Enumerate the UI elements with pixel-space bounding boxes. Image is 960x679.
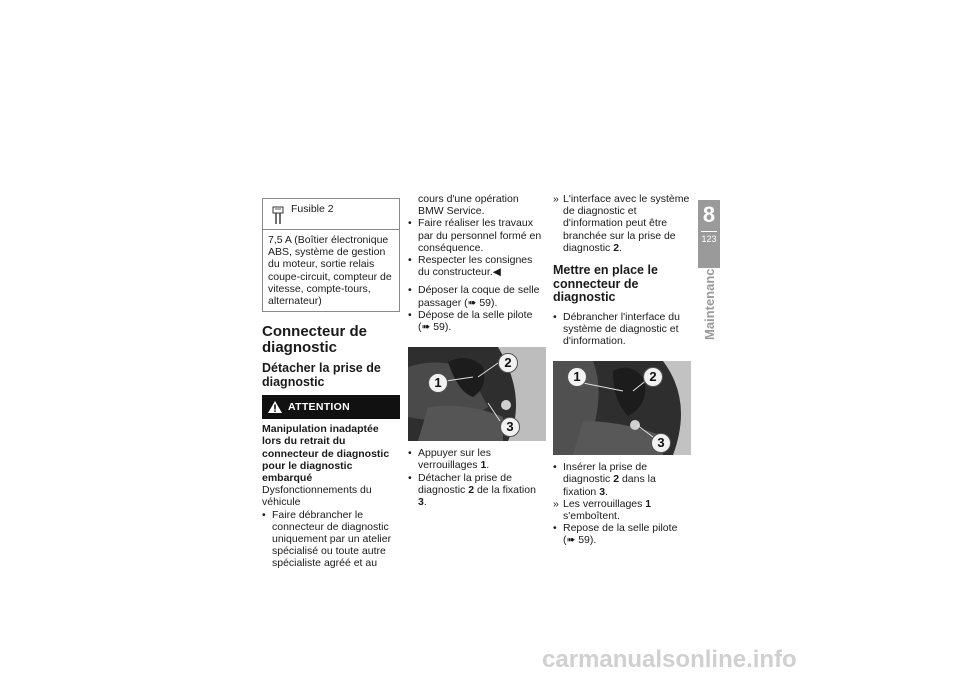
callout-2: 2 <box>643 367 663 387</box>
fuse-table <box>262 198 400 312</box>
detach-steps <box>408 193 546 333</box>
engine-photo-illustration <box>408 347 546 441</box>
column-1 <box>262 198 400 570</box>
attention-banner <box>262 395 400 419</box>
detach-photo <box>408 347 546 441</box>
fuse-icon <box>271 206 285 226</box>
attach-actions <box>553 461 691 546</box>
chapter-divider <box>701 231 717 232</box>
fuse-header <box>263 199 399 230</box>
attention-label: ATTENTION <box>288 401 350 414</box>
warning-item-continued: cours d'une opération BMW Service. <box>418 193 519 218</box>
attach-title: Mettre en place le connecteur de diagnostic <box>553 263 658 305</box>
list-item: • Détacher la prise de diagnostic 2 de la fixation 3. <box>408 472 546 509</box>
attach-photo <box>553 361 691 455</box>
fuse-label: Fusible 2 <box>291 203 334 215</box>
result-item: » L'interface avec le système de diagnostic et d'information peut être branchée sur la prise de diagnostic 2. <box>553 193 691 254</box>
page-number: 123 <box>701 234 717 244</box>
list-item: • Appuyer sur les verrouillages 1. <box>408 447 546 471</box>
detach-title: Détacher la prise de diagnostic <box>262 361 381 389</box>
section-title: Connecteur de diagnostic <box>262 323 368 357</box>
list-item: • Déposer la coque de selle passager (➠ 59). <box>408 284 546 308</box>
callout-1: 1 <box>428 373 448 393</box>
list-item: • Repose de la selle pilote (➠ 59). <box>553 522 691 546</box>
watermark: carmanualsonline.info <box>542 646 797 673</box>
warning-item: • Faire débrancher le connecteur de diagnostic uniquement par un atelier spécialisé ou toute autre spécialiste agréé et au <box>262 509 400 570</box>
list-item: • Insérer la prise de diagnostic 2 dans la fixation 3. <box>553 461 691 498</box>
warning-list <box>262 509 400 570</box>
attach-steps <box>553 311 691 348</box>
chapter-title: Maintenance <box>702 261 717 340</box>
callout-2: 2 <box>498 353 518 373</box>
warning-effect: Dysfonctionnements du véhicule <box>262 484 372 509</box>
list-item: • Débrancher l'interface du système de diagnostic et d'information. <box>553 311 691 348</box>
detach-actions <box>408 447 546 508</box>
list-item: • Respecter les consignes du constructeur.◀ <box>408 254 546 278</box>
fuse-description: 7,5 A (Boîtier électronique ABS, système de gestion du moteur, sortie relais coupe-circuit, compteur de vitesse, compte-tours, alternateur) <box>268 234 392 308</box>
list-item: • Faire réaliser les travaux par du personnel formé en conséquence. <box>408 217 546 254</box>
column-3 <box>553 193 691 547</box>
callout-1: 1 <box>567 367 587 387</box>
list-item: • Dépose de la selle pilote (➠ 59). <box>408 309 546 333</box>
warning-title: Manipulation inadaptée lors du retrait du connecteur de diagnostic pour le diagnostic embarqué <box>262 423 390 485</box>
result-item: » Les verrouillages 1 s'emboîtent. <box>553 498 691 522</box>
chapter-number: 8 <box>702 202 716 227</box>
chapter-tab <box>698 200 720 268</box>
column-2 <box>408 193 546 508</box>
warning-triangle-icon <box>268 401 282 413</box>
result-list <box>553 193 691 254</box>
callout-3: 3 <box>500 417 520 437</box>
callout-3: 3 <box>651 433 671 453</box>
